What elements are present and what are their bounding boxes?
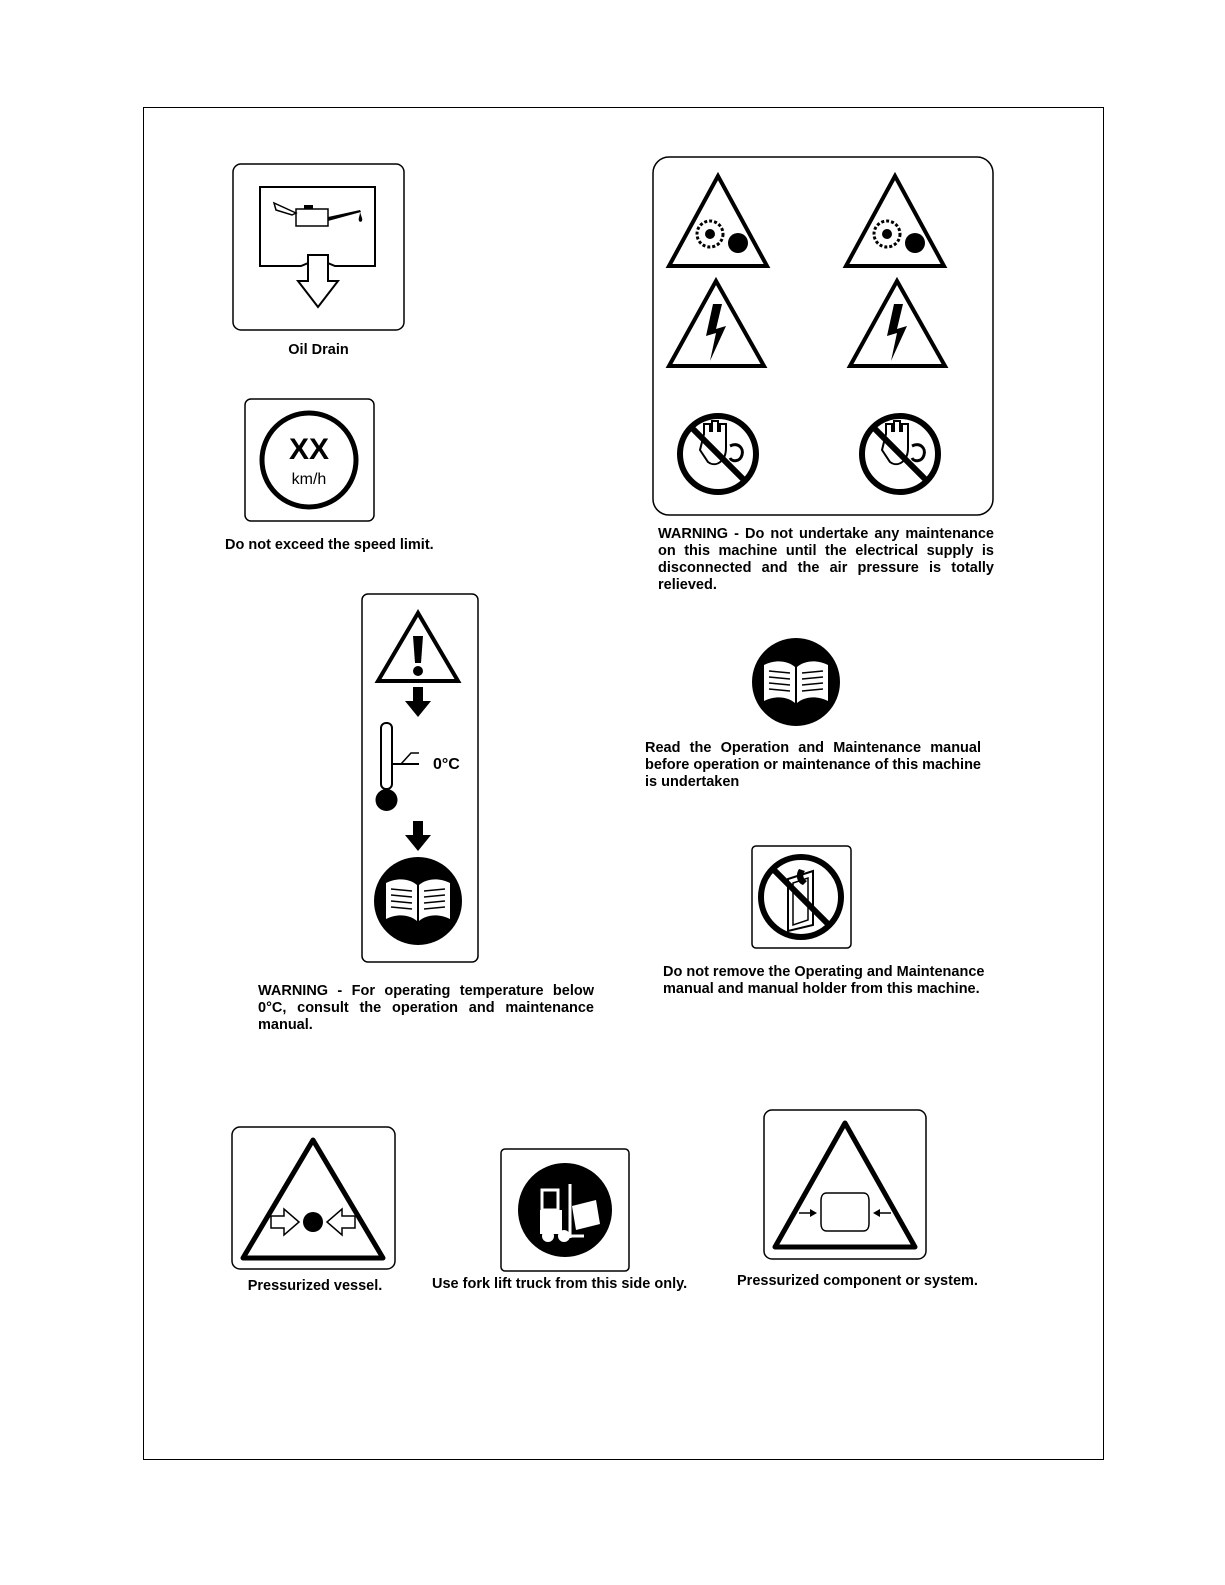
- no-hand-wrench-icon: [862, 416, 938, 492]
- low-temperature-sign: [361, 593, 479, 963]
- open-book-icon: [374, 857, 462, 945]
- low-temperature-caption: WARNING - For operating temperature below 0°C, consult the operation and maintenance manual.: [258, 983, 594, 1033]
- oil-drain-caption: Oil Drain: [288, 342, 349, 358]
- oil-drain-sign: [232, 163, 405, 331]
- no-remove-manual-icon: [751, 845, 852, 949]
- speed-limit-value: XX: [288, 433, 330, 466]
- pressure-vessel-icon: [231, 1126, 396, 1270]
- pressurized-component-icon: [763, 1109, 927, 1260]
- read-manual-sign: [751, 637, 841, 727]
- forklift-icon: [500, 1148, 630, 1272]
- pressurized-component-caption: Pressurized component or system.: [737, 1273, 978, 1289]
- read-manual-caption: Read the Operation and Maintenance manual before operation or maintenance of this machine is undertaken: [645, 740, 981, 790]
- speed-limit-unit: km/h: [291, 471, 327, 488]
- pressurized-component-sign: [763, 1109, 927, 1260]
- speed-limit-icon: [244, 398, 375, 522]
- fork-lift-sign: [500, 1148, 630, 1272]
- speed-limit-sign: [244, 398, 375, 522]
- pressurized-vessel-sign: [231, 1126, 396, 1270]
- no-hand-wrench-icon: [680, 416, 756, 492]
- keep-manual-sign: [751, 845, 852, 949]
- oil-can-icon: [232, 163, 405, 331]
- speed-limit-caption: Do not exceed the speed limit.: [225, 537, 434, 553]
- maintenance-warning-caption: WARNING - Do not undertake any maintenance on this machine until the electrical supply is disconnected and the air pressure is totally relieved.: [658, 526, 994, 593]
- fork-lift-caption: Use fork lift truck from this side only.: [432, 1276, 688, 1292]
- open-book-icon: [751, 637, 841, 727]
- keep-manual-caption: Do not remove the Operating and Maintenance manual and manual holder from this machine.: [663, 964, 985, 997]
- pressurized-vessel-caption: Pressurized vessel.: [247, 1278, 383, 1294]
- temperature-label: 0°C: [433, 756, 460, 773]
- maintenance-warning-panel: [652, 156, 994, 516]
